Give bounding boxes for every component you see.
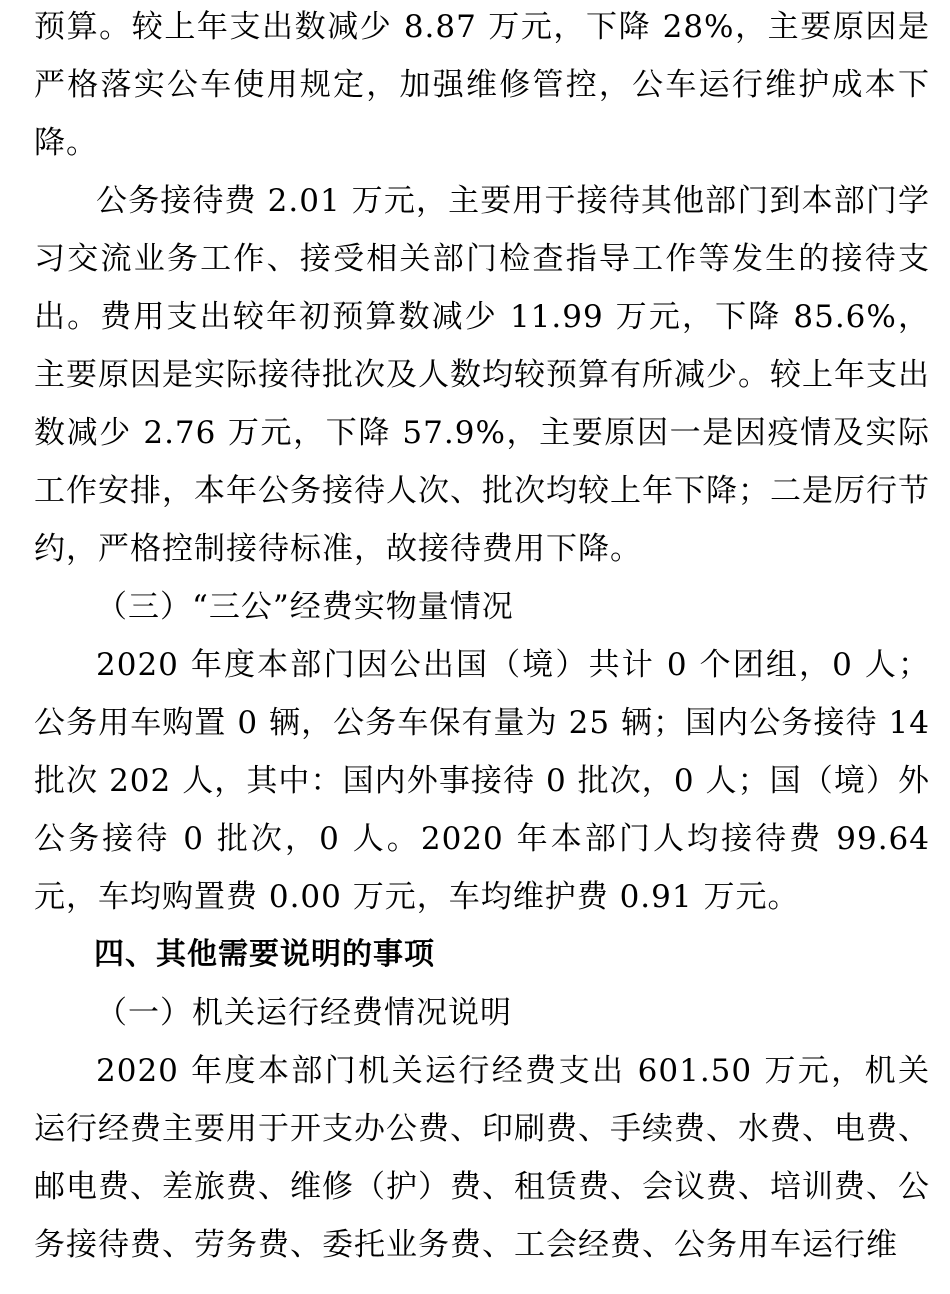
paragraph-vehicle-maintenance: 预算。较上年支出数减少 8.87 万元，下降 28%，主要原因是严格落实公车使用规定，加强维修管控，公车运行维护成本下降。 <box>34 9 930 161</box>
paragraph-physical-quantities: 2020 年度本部门因公出国（境）共计 0 个团组，0 人；公务用车购置 0 辆，公务车保有量为 25 辆；国内公务接待 14 批次 202 人，其中：国内外事接待 0 批次，0 人；国（境）外公务接待 0 批次，0 人。2020 年本部门人均接待费 99.64 元，车均购置费 0.00 万元，车均维护费 0.91 万元。 <box>34 647 930 915</box>
section-heading-other-matters: 四、其他需要说明的事项 <box>94 937 435 972</box>
paragraph-reception-expenses: 公务接待费 2.01 万元，主要用于接待其他部门到本部门学习交流业务工作、接受相关部门检查指导工作等发生的接待支出。费用支出较年初预算数减少 11.99 万元，下降 85.6%，主要原因是实际接待批次及人数均较预算有所减少。较上年支出数减少 2.76 万元，下降 57.9%，主要原因一是因疫情及实际工作安排，本年公务接待人次、批次均较上年下降；二是厉行节约，严格控制接待标准，故接待费用下降。 <box>34 183 930 567</box>
document-page <box>34 0 930 1274</box>
paragraph-operating-expenses: 2020 年度本部门机关运行经费支出 601.50 万元，机关运行经费主要用于开支办公费、印刷费、手续费、水费、电费、邮电费、差旅费、维修（护）费、租赁费、会议费、培训费、公务接待费、劳务费、委托业务费、工会经费、公务用车运行维 <box>34 1053 930 1263</box>
subheading-operating-expenses: （一）机关运行经费情况说明 <box>96 995 512 1031</box>
subheading-physical-quantities: （三）“三公”经费实物量情况 <box>96 589 514 625</box>
